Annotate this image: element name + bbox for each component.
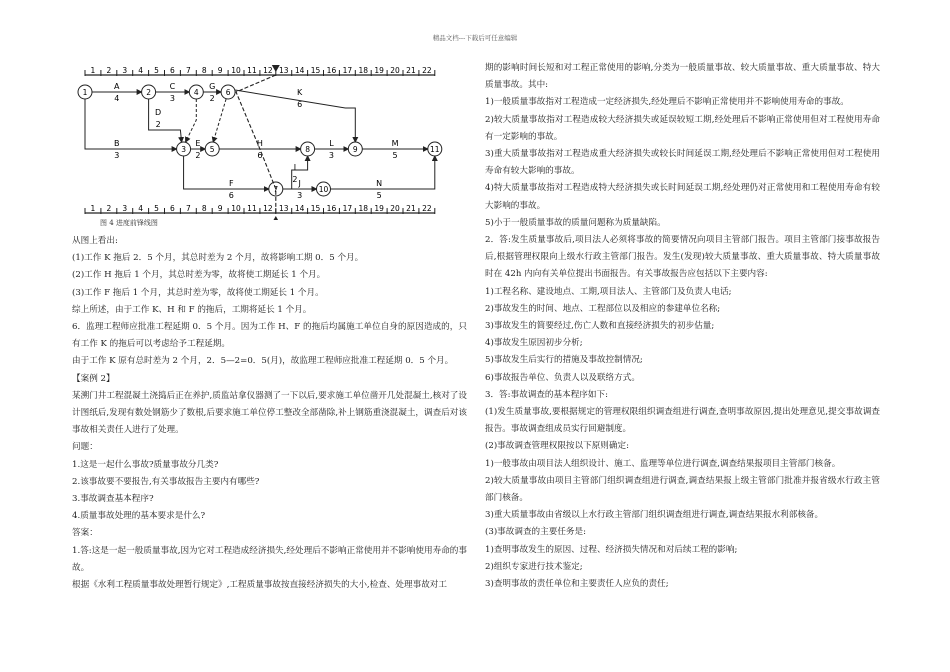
- time-scale-bottom: [85, 204, 435, 214]
- time-tick-label: 13: [278, 204, 289, 213]
- paragraph: 1)一般事故由项目法人组织设计、施工、监理等单位进行调查,调查结果报项目主管部门核备。: [485, 458, 841, 469]
- paragraph: 3)查明事故的责任单位和主要责任人应负的责任;: [485, 579, 669, 590]
- paragraph: 2)组织专家进行技术鉴定;: [485, 561, 583, 572]
- time-tick-label: 13: [278, 66, 289, 75]
- activity-duration: 2: [209, 94, 215, 103]
- paragraph: 2．答:发生质量事故后,项目法人必须将事故的简要情况向项目主管部门报告。项目主管部门接事故报告后,根据管理权限向上级水行政主管部门报告。发生(发现)较大质量事故、重大质量事故、特大质量事故时在 42h 内向有关单位提出书面报告。有关事故报告应包括以下主要内容:: [485, 235, 880, 280]
- time-tick-label: 6: [170, 66, 175, 75]
- time-tick-label: 18: [358, 66, 369, 75]
- time-tick-label: 22: [422, 66, 432, 75]
- time-tick-label: 18: [358, 204, 369, 213]
- activity-arrow: [331, 156, 435, 189]
- time-tick-label: 19: [374, 66, 384, 75]
- page-header: 精品文档---下载后可任意编辑: [432, 34, 518, 42]
- activity-arrow: [149, 99, 182, 142]
- network-diagram: [0, 60, 470, 220]
- time-tick-label: 1: [90, 204, 96, 213]
- activity-name: B: [114, 139, 120, 148]
- activity-name: M: [391, 139, 399, 148]
- paragraph: 6．监理工程师应批准工程延期 0．5 个月。因为工作 H、F 的拖后均属施工单位自身的原因造成的，只有工作 K 的拖后可以考虑给予工程延期。: [72, 322, 467, 350]
- activity-name: L: [329, 139, 334, 148]
- network-node: [189, 85, 203, 99]
- activity-duration: 2: [155, 120, 161, 129]
- paragraph: 3．答:事故调查的基本程序如下:: [485, 389, 608, 400]
- node-label: 8: [305, 145, 310, 154]
- paragraph: 3.事故调查基本程序?: [72, 494, 154, 505]
- network-node: [301, 142, 315, 156]
- paragraph: 某溯门井工程混凝土浇捣后正在养护,质监站拿仪器测了一下以后,要求施工单位凿开几处混凝土,核对了设计图纸后,发现有数处钢筋少了数根,后要求施工单位停工整改全部凿除,补上钢筋重浇混凝土，调查后对该事故相关责任人进行了处理。: [72, 390, 467, 436]
- activity-name: J: [298, 179, 301, 188]
- time-tick-label: 11: [247, 66, 257, 75]
- activity-arrow: [186, 99, 197, 142]
- activity-duration: 6: [228, 191, 234, 200]
- paragraph: (1)工作 K 拖后 2．5 个月，其总时差为 2 个月，故将影响工期 0．5 个月。: [72, 253, 364, 264]
- activity-arrow: [184, 156, 269, 189]
- activity-name: F: [228, 179, 234, 188]
- activity-arrow: [85, 99, 177, 149]
- activity-name: A: [114, 82, 120, 91]
- paragraph: 4)特大质量事故指对工程造成特大经济损失或长时间延误工期,经处理仍对正常使用和工程使用寿命有较大影响的事故。: [485, 183, 880, 211]
- activity-name: I: [293, 163, 297, 172]
- paragraph: 6)事故报告单位、负责人以及联络方式。: [485, 372, 640, 383]
- time-tick-label: 3: [122, 204, 128, 213]
- time-tick-label: 16: [326, 66, 337, 75]
- time-tick-label: 21: [406, 204, 416, 213]
- node-label: 1: [82, 88, 88, 97]
- paragraph: 5)小于一般质量事故的质量问题称为质量缺陷。: [485, 217, 666, 228]
- activity-name: C: [169, 82, 176, 91]
- network-node: [428, 142, 442, 156]
- time-tick-label: 12: [263, 66, 273, 75]
- activity-duration: 3: [169, 94, 175, 103]
- time-tick-label: 3: [122, 66, 128, 75]
- node-label: 11: [430, 145, 440, 154]
- paragraph: 期的影响时间长短和对工程正常使用的影响,分类为一般质量事故、较大质量事故、重大质量事故、特大质量事故。其中:: [485, 63, 880, 91]
- time-tick-label: 9: [217, 204, 223, 213]
- activity-duration: 2: [195, 151, 201, 160]
- time-tick-label: 4: [138, 204, 144, 213]
- paragraph: 4.质量事故处理的基本要求是什么?: [72, 511, 206, 522]
- node-label: 9: [352, 145, 358, 154]
- node-label: 3: [181, 145, 186, 154]
- time-tick-label: 15: [310, 66, 321, 75]
- node-label: 7: [273, 185, 279, 194]
- activity-duration: 2: [292, 175, 298, 184]
- time-tick-label: 19: [374, 204, 384, 213]
- activity-duration: 3: [328, 151, 334, 160]
- activity-duration: 3: [114, 151, 120, 160]
- node-label: 5: [209, 145, 215, 154]
- right-column: [485, 60, 880, 593]
- paragraph: (2)工作 H 拖后 1 个月，其总时差为零，故将使工期延长 1 个月。: [72, 270, 326, 281]
- paragraph: 【案例 2】: [72, 373, 115, 384]
- activity-duration: 6: [257, 151, 263, 160]
- diagram-caption: 图 4 进度前锋线图: [100, 219, 158, 227]
- paragraph: 答案：: [72, 528, 98, 539]
- time-tick-label: 16: [326, 204, 337, 213]
- time-tick-label: 1: [90, 66, 96, 75]
- paragraph: 根据《水利工程质量事故处理暂行规定》,工程质量事故按直接经济损失的大小,检查、处理事故对工: [72, 580, 447, 591]
- time-tick-label: 9: [217, 66, 223, 75]
- paragraph: 2)事故发生的时间、地点、工程部位以及相应的参建单位名称;: [485, 303, 721, 314]
- node-label: 4: [193, 88, 199, 97]
- time-tick-label: 14: [294, 66, 305, 75]
- network-node: [177, 142, 191, 156]
- network-node: [317, 182, 331, 196]
- paragraph: 1)查明事故发生的原因、过程、经济损失情况和对后续工程的影响;: [485, 544, 738, 555]
- node-label: 2: [146, 88, 151, 97]
- time-tick-label: 15: [310, 204, 321, 213]
- activity-name: N: [376, 179, 383, 188]
- paragraph: 综上所述，由于工作 K、H 和 F 的拖后，工期将延长 1 个月。: [72, 304, 312, 315]
- network-node: [221, 85, 235, 99]
- time-tick-label: 2: [106, 66, 112, 75]
- paragraph: 由于工作 K 原有总时差为 2 个月，2．5—2=0．5(月)，故监理工程师应批准工程延期 0．5 个月。: [72, 356, 454, 367]
- activity-arrow: [213, 99, 226, 142]
- time-tick-label: 12: [263, 204, 273, 213]
- paragraph: 1)工程名称、建设地点、工期,项目法人、主管部门及负责人电话;: [485, 286, 732, 297]
- time-tick-label: 14: [294, 204, 305, 213]
- time-tick-label: 5: [154, 204, 159, 213]
- paragraph: 1.答:这是一起一般质量事故,因为它对工程造成经济损失,经处理后不影响正常使用并不影响使用寿命的事故。: [72, 545, 467, 573]
- time-scale-top: [85, 66, 435, 76]
- paragraph: (3)事故调查的主要任务是:: [485, 527, 587, 538]
- activity-duration: 3: [297, 191, 303, 200]
- time-tick-label: 7: [185, 66, 191, 75]
- time-tick-label: 4: [138, 66, 144, 75]
- paragraph: 3)事故发生的简要经过,伤亡人数和直接经济损失的初步估量;: [485, 321, 715, 332]
- paragraph: 4)事故发生原因初步分析;: [485, 338, 583, 349]
- network-node: [78, 85, 92, 99]
- time-tick-label: 20: [390, 66, 400, 75]
- activity-duration: 6: [297, 100, 303, 109]
- activity-duration: 5: [392, 151, 398, 160]
- left-column: [72, 233, 467, 594]
- time-tick-label: 17: [342, 204, 353, 213]
- paragraph: (3)工作 F 拖后 1 个月，其总时差为零，故将使工期延长 1 个月。: [72, 287, 324, 298]
- paragraph: 1)一般质量事故指对工程造成一定经济损失,经处理后不影响正常使用并不影响使用寿命的事故。: [485, 97, 849, 108]
- activity-duration: 4: [114, 94, 120, 103]
- time-tick-label: 11: [247, 204, 257, 213]
- node-label: 6: [225, 88, 231, 97]
- paragraph: 5)事故发生后实行的措施及事故控制情况;: [485, 355, 643, 366]
- time-tick-label: 10: [231, 66, 241, 75]
- paragraph: 问题：: [72, 442, 98, 453]
- activity-name: K: [297, 88, 303, 97]
- activity-arrow: [283, 156, 308, 189]
- time-tick-label: 21: [406, 66, 416, 75]
- paragraph: 2)较大质量事故由项目主管部门组织调查组进行调查,调查结果报上级主管部门批准并报省级水行政主管部门核备。: [485, 475, 880, 504]
- network-node: [205, 142, 219, 156]
- time-tick-label: 7: [185, 204, 191, 213]
- paragraph: 3)重大质量事故由省级以上水行政主管部门组织调查组进行调查,调查结果报水利部核备。: [485, 510, 824, 521]
- paragraph: (1)发生质量事故,要根据规定的管理权限组织调查组进行调查,查明事故原因,提出处理意见,提交事故调查报告。事故调查组成员实行回避制度。: [485, 407, 880, 435]
- activity-name: H: [256, 139, 263, 148]
- network-node: [348, 142, 362, 156]
- time-tick-label: 8: [201, 66, 207, 75]
- paragraph: 2)较大质量事故指对工程造成较大经济损失或延误较短工期,经处理后不影响正常使用但对工程使用寿命有一定影响的事故。: [485, 114, 880, 142]
- time-tick-label: 6: [170, 204, 175, 213]
- network-node: [142, 85, 156, 99]
- activity-duration: 5: [376, 191, 382, 200]
- time-tick-label: 22: [422, 204, 432, 213]
- time-tick-label: 8: [201, 204, 207, 213]
- activity-arrow: [235, 90, 355, 142]
- paragraph: 3)重大质量事故指对工程造成重大经济损失或较长时间延误工期,经处理后不影响正常使用但对工程使用寿命有较大影响的事故。: [485, 149, 880, 177]
- paragraph: 从图上看出:: [72, 236, 118, 246]
- time-tick-label: 20: [390, 204, 400, 213]
- time-tick-label: 17: [342, 66, 353, 75]
- activity-name: D: [155, 108, 162, 117]
- activity-name: E: [195, 139, 201, 148]
- paragraph: (2)事故调查管理权限按以下原则确定:: [485, 441, 629, 452]
- time-tick-label: 5: [154, 66, 159, 75]
- paragraph: 1.这是一起什么事故?质量事故分几类?: [72, 459, 219, 470]
- activity-name: G: [209, 82, 216, 91]
- time-tick-label: 10: [231, 204, 241, 213]
- time-tick-label: 2: [106, 204, 112, 213]
- paragraph: 2.该事故要不要报告,有关事故报告主要内有哪些?: [72, 476, 260, 487]
- node-label: 10: [318, 185, 329, 194]
